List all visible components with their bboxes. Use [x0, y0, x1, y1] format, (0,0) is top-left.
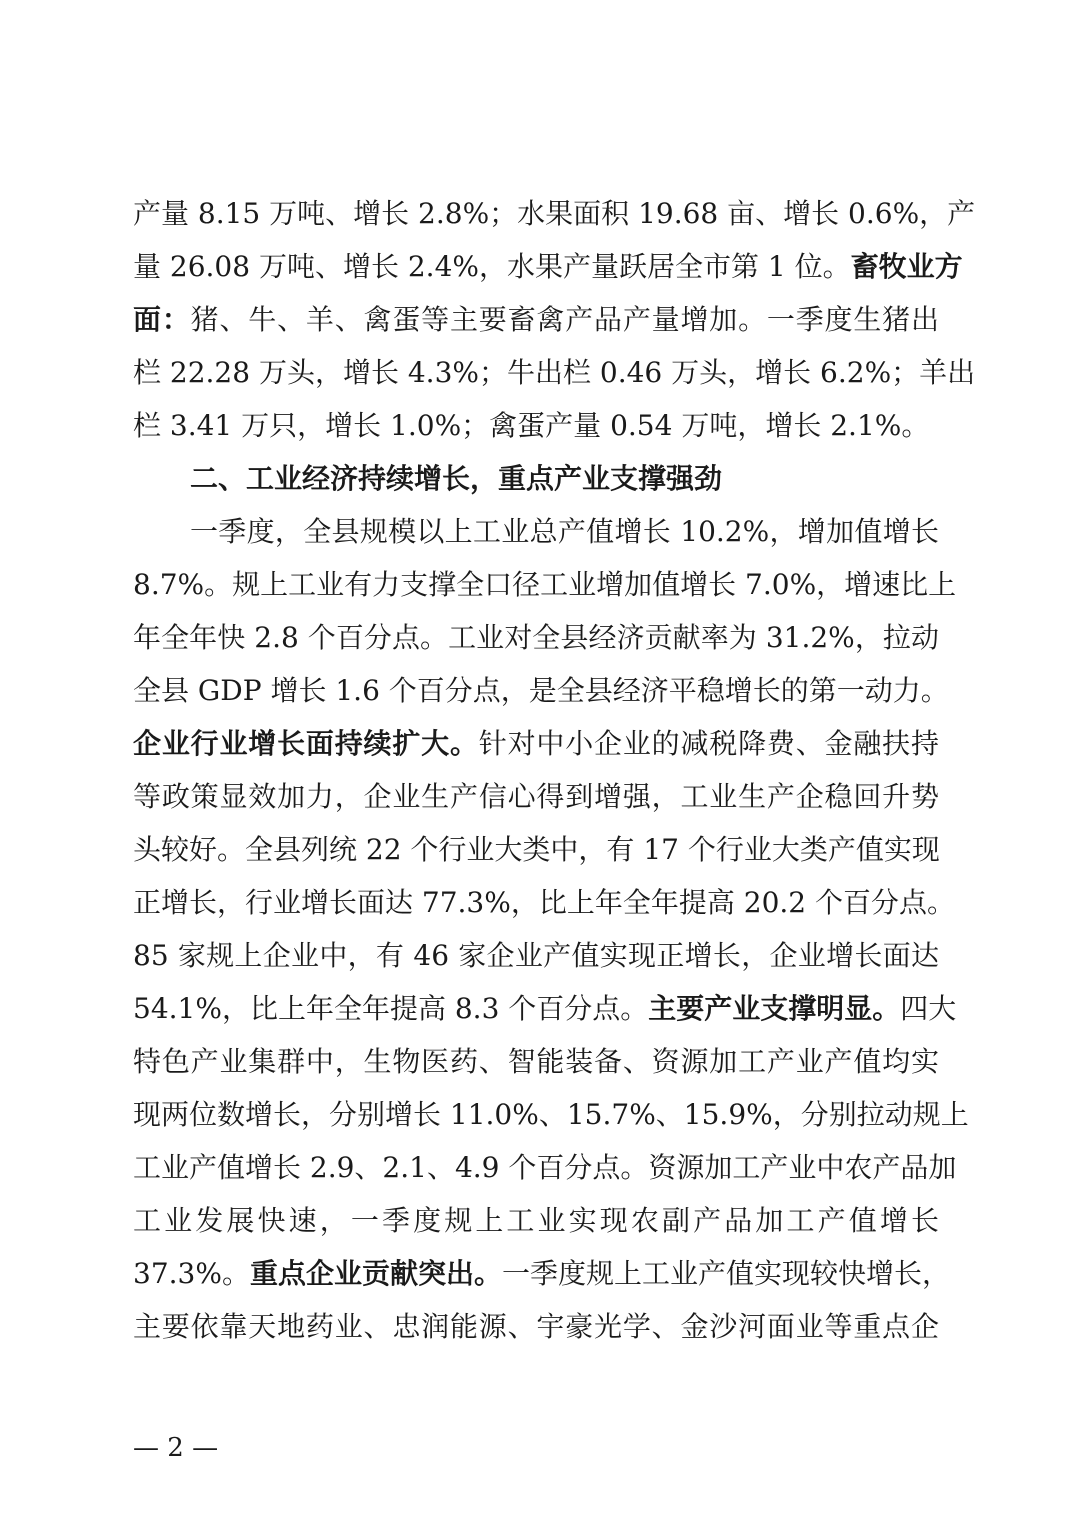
page-number: — 2 — [133, 1433, 219, 1463]
paragraph-line: 头较好。全县列统 22 个行业大类中，有 17 个行业大类产值实现 [133, 833, 940, 866]
paragraph-line: 现两位数增长，分别增长 11.0%、15.7%、15.9%，分别拉动规上 [133, 1098, 969, 1131]
bold-lead: 主要产业支撑明显。 [648, 992, 901, 1025]
paragraph-line: 栏 3.41 万只，增长 1.0%；禽蛋产量 0.54 万吨，增长 2.1%。 [133, 409, 930, 442]
paragraph-line: 量 26.08 万吨、增长 2.4%，水果产量跃居全市第 1 位。畜牧业方 [133, 250, 963, 283]
paragraph-line: 产量 8.15 万吨、增长 2.8%；水果面积 19.68 亩、增长 0.6%，产 [133, 197, 976, 230]
bold-lead: 重点企业贡献突出。 [249, 1257, 502, 1290]
paragraph-line: 85 家规上企业中，有 46 家企业产值实现正增长，企业增长面达 [133, 939, 939, 972]
paragraph-line: 8.7%。规上工业有力支撑全口径工业增加值增长 7.0%，增速比上 [133, 568, 957, 601]
paragraph-line: 工业产值增长 2.9、2.1、4.9 个百分点。资源加工产业中农产品加 [133, 1151, 957, 1184]
paragraph-line: 企业行业增长面持续扩大。针对中小企业的减税降费、金融扶持 [133, 727, 939, 760]
paragraph-line: 主要依靠天地药业、忠润能源、宇豪光学、金沙河面业等重点企 [133, 1310, 939, 1343]
bold-lead: 企业行业增长面持续扩大。 [133, 727, 479, 760]
paragraph-line: 栏 22.28 万头，增长 4.3%；牛出栏 0.46 万头，增长 6.2%；羊出 [133, 356, 976, 389]
paragraph-line: 54.1%，比上年全年提高 8.3 个百分点。主要产业支撑明显。四大 [133, 992, 957, 1025]
paragraph-line: 37.3%。重点企业贡献突出。一季度规上工业产值实现较快增长， [133, 1257, 950, 1290]
bold-lead: 畜牧业方 [850, 250, 963, 283]
bold-lead: 面： [133, 303, 191, 336]
section-heading: 二、工业经济持续增长，重点产业支撑强劲 [190, 462, 723, 495]
paragraph-line: 正增长，行业增长面达 77.3%，比上年全年提高 20.2 个百分点。 [133, 886, 955, 919]
paragraph-line: 面：猪、牛、羊、禽蛋等主要畜禽产品产量增加。一季度生猪出 [133, 303, 939, 336]
paragraph-line: 工业发展快速，一季度规上工业实现农副产品加工产值增长 [133, 1204, 939, 1237]
paragraph-line: 年全年快 2.8 个百分点。工业对全县经济贡献率为 31.2%，拉动 [133, 621, 939, 654]
paragraph-line: 特色产业集群中，生物医药、智能装备、资源加工产业产值均实 [133, 1045, 939, 1078]
paragraph-line: 一季度，全县规模以上工业总产值增长 10.2%，增加值增长 [190, 515, 939, 548]
paragraph-line: 等政策显效加力，企业生产信心得到增强，工业生产企稳回升势 [133, 780, 939, 813]
paragraph-line: 全县 GDP 增长 1.6 个百分点，是全县经济平稳增长的第一动力。 [133, 674, 949, 707]
